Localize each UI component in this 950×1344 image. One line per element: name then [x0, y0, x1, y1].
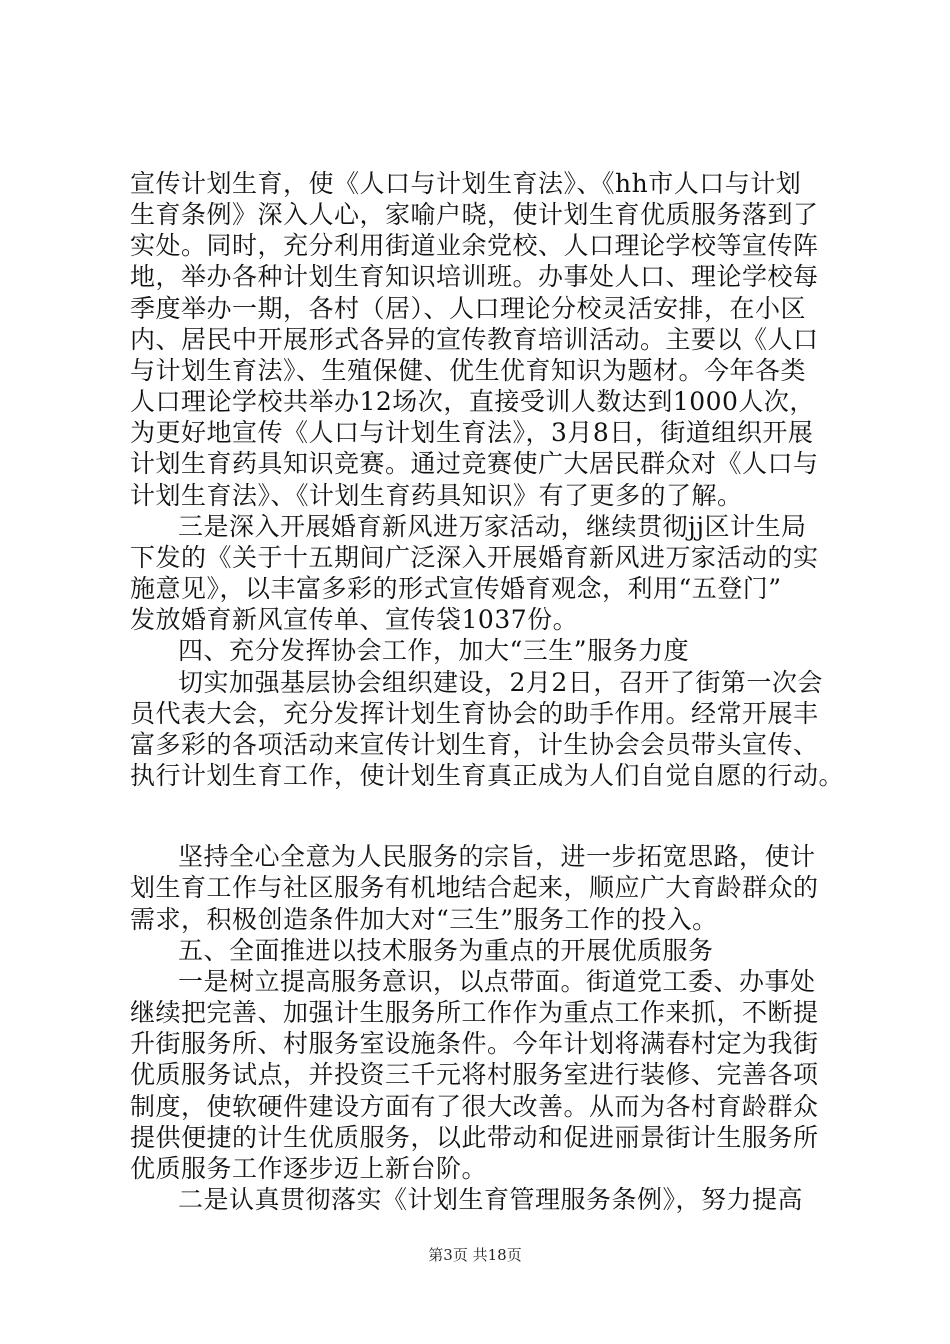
text-line: 富多彩的各项活动来宣传计划生育，计生协会会员带头宣传、	[130, 730, 819, 759]
text-line: 内、居民中开展形式各异的宣传教育培训活动。主要以《人口	[130, 325, 819, 354]
text-line: 切实加强基层协会组织建设，2月2日，召开了街第一次会	[178, 668, 823, 697]
text-line: 生育条例》深入人心，家喻户晓，使计划生育优质服务落到了	[130, 200, 819, 229]
text-line: 升街服务所、村服务室设施条件。今年计划将满春村定为我街	[130, 1029, 819, 1058]
text-line: 实处。同时，充分利用街道业余党校、人口理论学校等宣传阵	[130, 231, 819, 260]
text-line: 施意见》，以丰富多彩的形式宣传婚育观念，利用“五登门”	[130, 574, 782, 603]
text-line: 地，举办各种计划生育知识培训班。办事处人口、理论学校每	[130, 262, 819, 291]
text-line: 提供便捷的计生优质服务，以此带动和促进丽景街计生服务所	[130, 1123, 819, 1152]
text-line: 坚持全心全意为人民服务的宗旨，进一步拓宽思路，使计	[178, 842, 816, 871]
text-line: 与计划生育法》、生殖保健、优生优育知识为题材。今年各类	[130, 356, 807, 385]
text-line: 计划生育法》、《计划生育药具知识》有了更多的了解。	[130, 481, 743, 510]
section-heading: 四、充分发挥协会工作，加大“三生”服务力度	[178, 636, 690, 665]
text-line: 执行计划生育工作，使计划生育真正成为人们自觉自愿的行动。	[130, 761, 845, 790]
text-line: 宣传计划生育，使《人口与计划生育法》、《hh市人口与计划	[130, 169, 802, 198]
text-line: 继续把完善、加强计生服务所工作作为重点工作来抓，不断提	[130, 998, 819, 1027]
text-line: 二是认真贯彻落实《计划生育管理服务条例》，努力提高	[178, 1185, 804, 1214]
text-line: 下发的《关于十五期间广泛深入开展婚育新风进万家活动的实	[130, 543, 819, 572]
text-line: 季度举办一期，各村（居）、人口理论分校灵活安排，在小区	[130, 294, 807, 323]
text-line: 制度，使软硬件建设方面有了很大改善。从而为各村育龄群众	[130, 1092, 819, 1121]
text-line: 发放婚育新风宣传单、宣传袋1037份。	[130, 605, 579, 634]
page-footer: 第3页 共18页	[428, 1246, 522, 1264]
text-line: 划生育工作与社区服务有机地结合起来，顺应广大育龄群众的	[130, 873, 819, 902]
text-line: 三是深入开展婚育新风进万家活动，继续贯彻jj区计生局	[178, 512, 807, 541]
text-line: 需求，积极创造条件加大对“三生”服务工作的投入。	[130, 905, 718, 934]
text-line: 优质服务工作逐步迈上新台阶。	[130, 1154, 488, 1183]
text-line: 计划生育药具知识竞赛。通过竞赛使广大居民群众对《人口与	[130, 449, 819, 478]
section-heading: 五、全面推进以技术服务为重点的开展优质服务	[178, 936, 714, 965]
text-line: 一是树立提高服务意识，以点带面。街道党工委、办事处	[178, 967, 816, 996]
text-line: 人口理论学校共举办12场次，直接受训人数达到1000人次，	[130, 387, 815, 416]
text-line: 为更好地宣传《人口与计划生育法》，3月8日，街道组织开展	[130, 418, 814, 447]
text-line: 优质服务试点，并投资三千元将村服务室进行装修、完善各项	[130, 1060, 819, 1089]
text-line: 员代表大会，充分发挥计划生育协会的助手作用。经常开展丰	[130, 699, 819, 728]
